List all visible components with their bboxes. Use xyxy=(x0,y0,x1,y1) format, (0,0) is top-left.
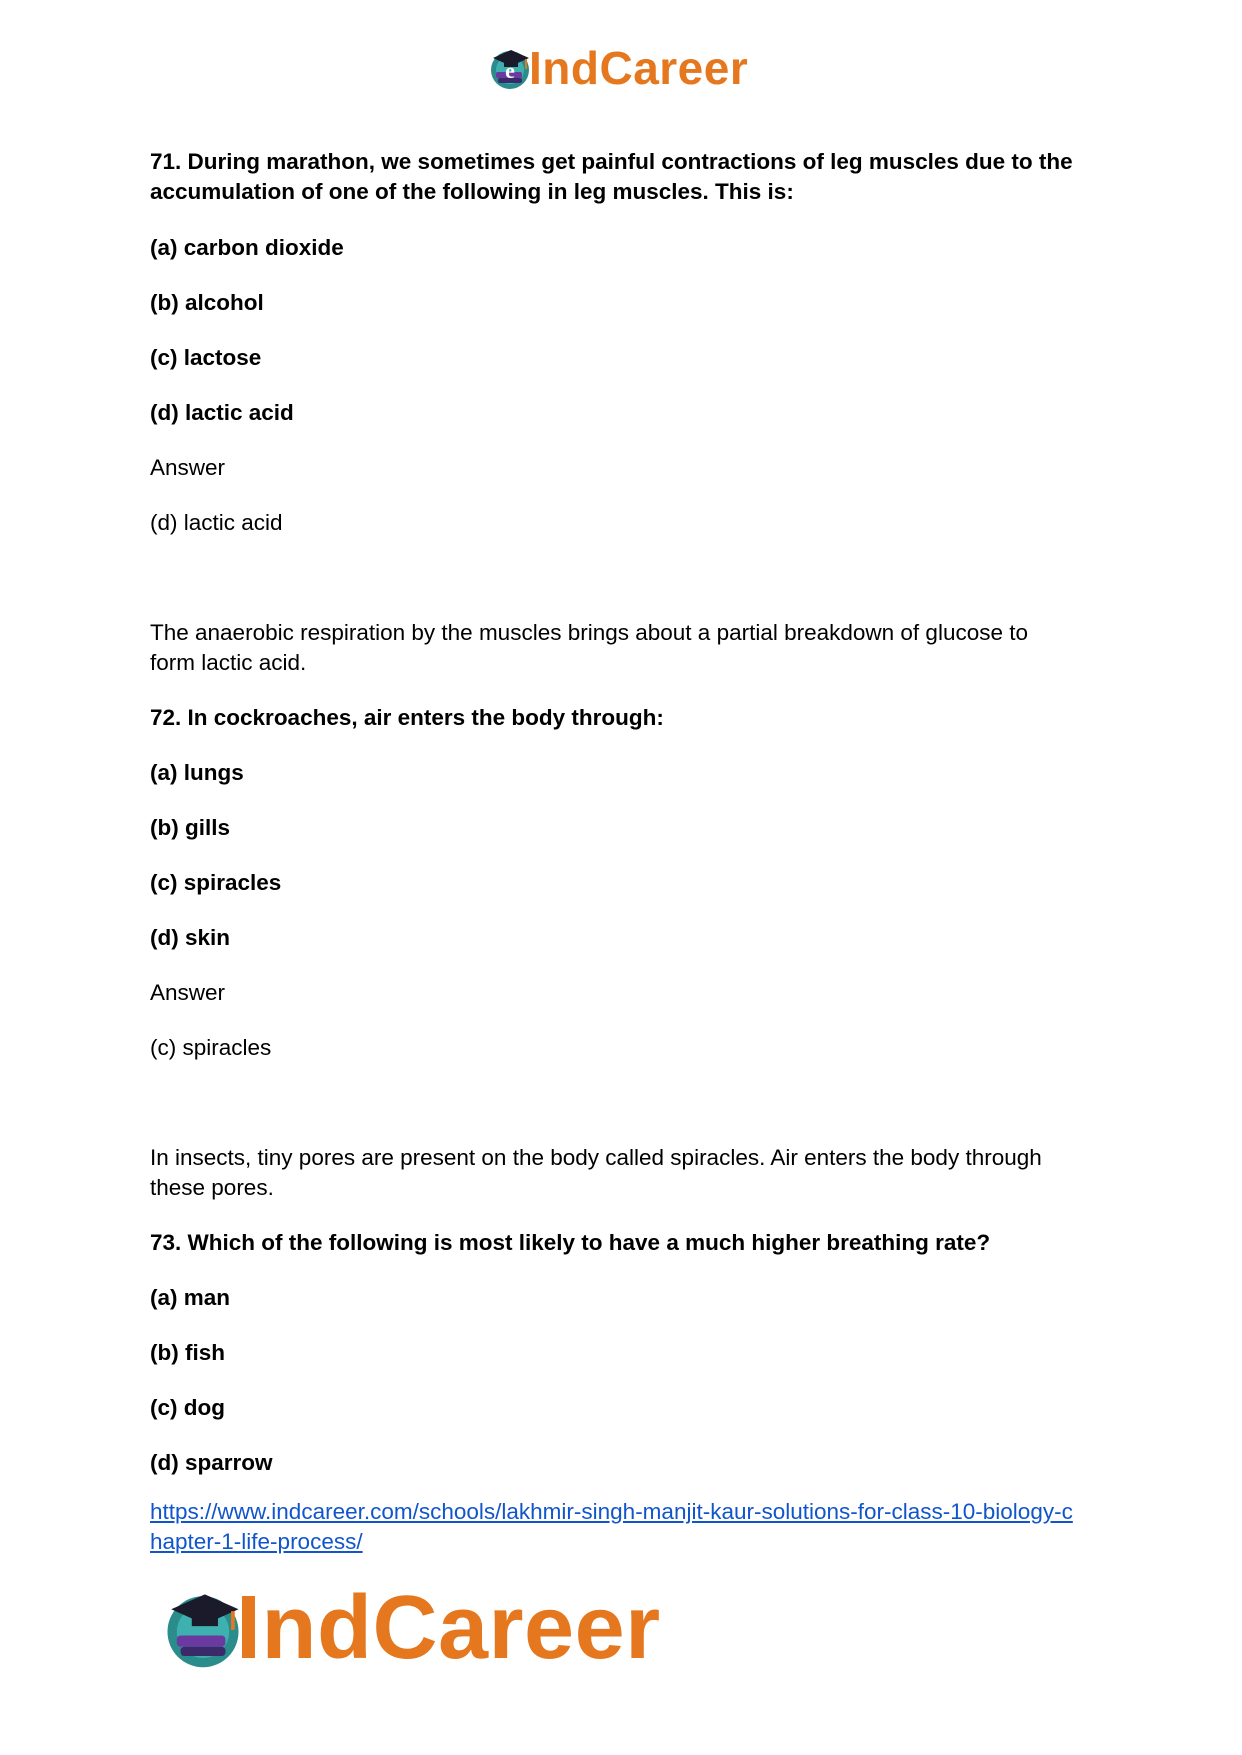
q73-question: 73. Which of the following is most likely to have a much higher breathing rate? xyxy=(150,1230,991,1255)
source-link-line2[interactable]: hapter-1-life-process/ xyxy=(150,1529,363,1554)
q72-explanation-line2: these pores. xyxy=(150,1175,274,1200)
svg-text:e: e xyxy=(505,58,515,83)
q71-explanation-line1: The anaerobic respiration by the muscles brings about a partial breakdown of glucose to xyxy=(150,620,1029,645)
graduation-book-icon xyxy=(160,1585,246,1671)
footer-logo xyxy=(160,1580,661,1676)
q73-option-b: (b) fish xyxy=(150,1340,225,1365)
q71-question-line1: 71. During marathon, we sometimes get painful contractions of leg muscles due to the xyxy=(150,149,1073,174)
source-link-line1[interactable]: https://www.indcareer.com/schools/lakhmir-singh-manjit-kaur-solutions-for-class-10-biology-c xyxy=(150,1499,1073,1524)
header-brand-text: IndCareer xyxy=(529,42,749,94)
q73-option-d: (d) sparrow xyxy=(150,1450,273,1475)
footer-brand-text: IndCareer xyxy=(236,1578,661,1678)
q73-option-c: (c) dog xyxy=(150,1395,225,1420)
q71-option-a: (a) carbon dioxide xyxy=(150,235,344,260)
q72-explanation-line1: In insects, tiny pores are present on the body called spiracles. Air enters the body through xyxy=(150,1145,1042,1170)
q71-explanation-line2: form lactic acid. xyxy=(150,650,307,675)
q71-answer-label: Answer xyxy=(150,455,226,480)
q72-answer-label: Answer xyxy=(150,980,226,1005)
q71-option-b: (b) alcohol xyxy=(150,290,264,315)
q72-answer: (c) spiracles xyxy=(150,1035,272,1060)
graduation-book-icon xyxy=(487,45,533,91)
q72-option-d: (d) skin xyxy=(150,925,231,950)
q73-option-a: (a) man xyxy=(150,1285,231,1310)
q72-option-b: (b) gills xyxy=(150,815,230,840)
q71-answer: (d) lactic acid xyxy=(150,510,283,535)
q71-question-line2: accumulation of one of the following in leg muscles. This is: xyxy=(150,179,794,204)
q71-option-d: (d) lactic acid xyxy=(150,400,294,425)
q72-option-c: (c) spiracles xyxy=(150,870,282,895)
q71-option-c: (c) lactose xyxy=(150,345,262,370)
q72-question: 72. In cockroaches, air enters the body through: xyxy=(150,705,664,730)
q72-option-a: (a) lungs xyxy=(150,760,244,785)
header-logo xyxy=(487,40,748,96)
